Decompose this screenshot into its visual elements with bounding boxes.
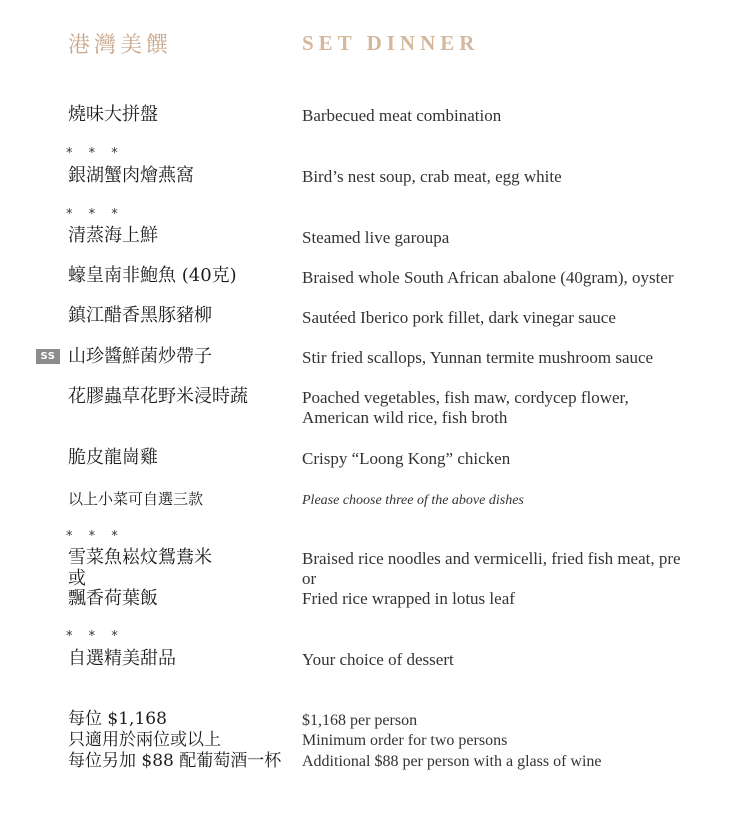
price-en: $1,168 per person (302, 712, 418, 729)
dish-name-cn: 鎮江醋香黑豚豬柳 (68, 305, 212, 326)
separator-stars: * * * (66, 629, 124, 644)
dish-name-cn: 山珍醬鮮菌炒帶子 (68, 346, 212, 367)
note-en: Please choose three of the above dishes (302, 493, 524, 508)
dish-name-en: Bird’s nest soup, crab meat, egg white (302, 167, 562, 186)
dish-name-cn: 自選精美甜品 (68, 648, 176, 669)
dish-name-cn-or: 或 (68, 568, 86, 589)
dish-name-en-line1: Poached vegetables, fish maw, cordycep flower, (302, 388, 629, 407)
separator-stars: * * * (66, 146, 124, 161)
dish-name-cn: 脆皮龍崗雞 (68, 447, 158, 468)
dish-name-cn: 清蒸海上鮮 (68, 225, 158, 246)
dish-name-cn: 燒味大拼盤 (68, 104, 158, 125)
separator-stars: * * * (66, 207, 124, 222)
dish-name-en-line3: Fried rice wrapped in lotus leaf (302, 589, 515, 608)
dish-name-en-or: or (302, 569, 317, 588)
separator-stars: * * * (66, 529, 124, 544)
dish-name-en-line1: Braised rice noodles and vermicelli, fried fish meat, pre (302, 549, 681, 568)
wine-addon-en: Additional $88 per person with a glass of wine (302, 753, 602, 770)
wine-addon-cn: 每位另加 $88 配葡萄酒一杯 (68, 751, 282, 771)
dish-name-cn: 銀湖蟹肉燴燕窩 (68, 165, 194, 186)
dish-name-en: Your choice of dessert (302, 650, 454, 669)
price-cn: 每位 $1,168 (68, 709, 167, 729)
dish-name-en: Braised whole South African abalone (40gram), oyster (302, 268, 674, 287)
chinese-title: 港灣美饌 (68, 33, 173, 58)
dish-name-cn-line3: 飄香荷葉飯 (68, 588, 158, 609)
english-title: SET DINNER (302, 31, 480, 55)
minimum-order-cn: 只適用於兩位或以上 (68, 730, 221, 750)
dish-name-en: Crispy “Loong Kong” chicken (302, 449, 511, 468)
signature-badge: SS (36, 349, 60, 364)
dish-name-en-line2: American wild rice, fish broth (302, 408, 508, 427)
dish-name-en: Steamed live garoupa (302, 228, 450, 247)
minimum-order-en: Minimum order for two persons (302, 732, 508, 749)
dish-name-cn: 蠔皇南非鮑魚 (40克) (68, 265, 237, 286)
dish-name-en: Barbecued meat combination (302, 106, 502, 125)
dish-name-en: Sautéed Iberico pork fillet, dark vinegar sauce (302, 308, 616, 327)
dish-name-en: Stir fried scallops, Yunnan termite mushroom sauce (302, 348, 654, 367)
dish-name-cn-line1: 雪菜魚崧炆鴛鴦米 (68, 547, 212, 568)
note-cn: 以上小菜可自選三款 (68, 490, 204, 508)
dish-name-cn: 花膠蟲草花野米浸時蔬 (68, 386, 248, 407)
